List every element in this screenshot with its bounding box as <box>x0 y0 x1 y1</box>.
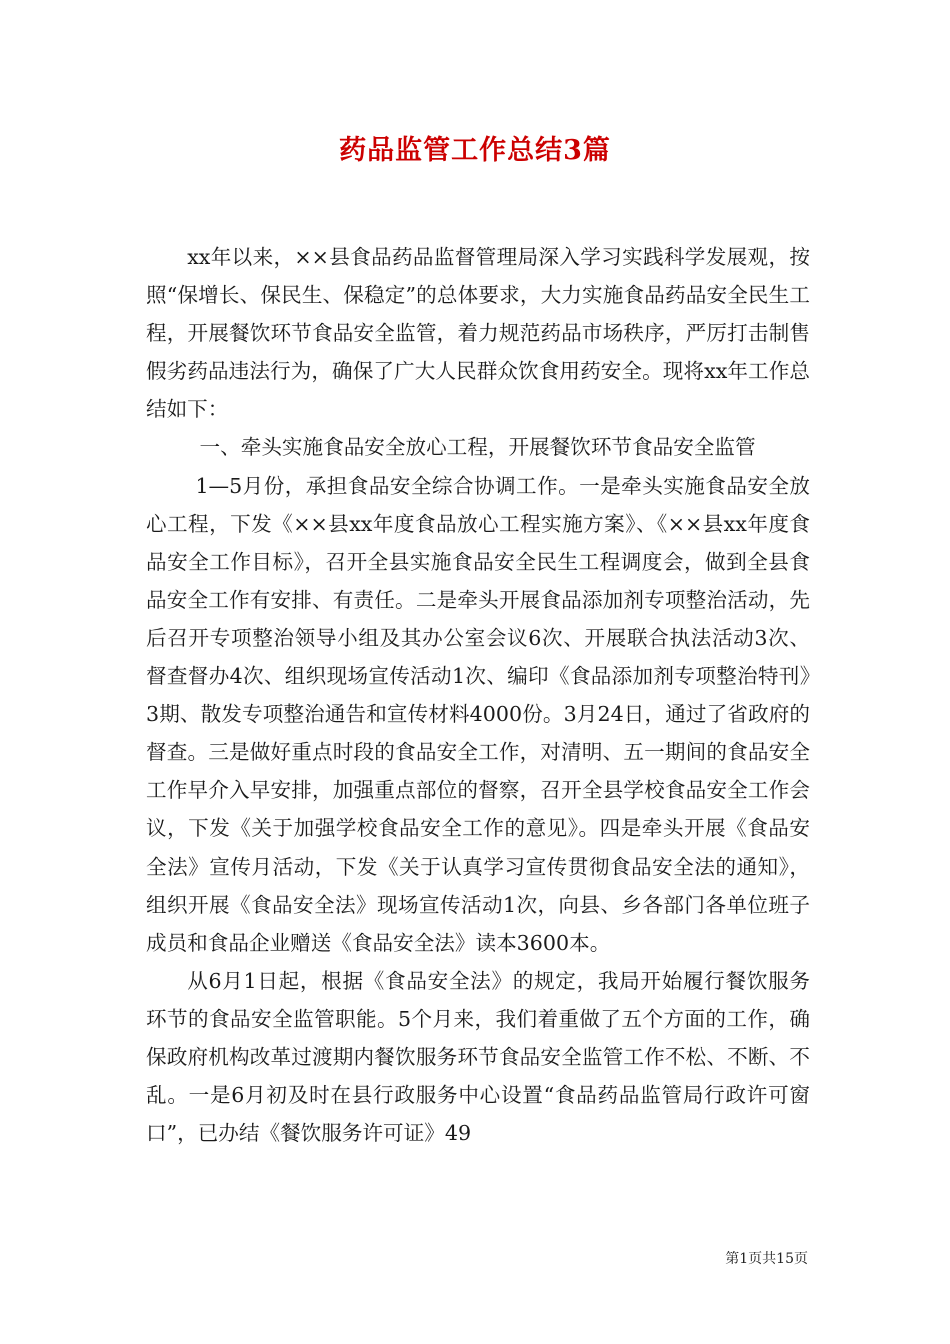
document-body <box>146 238 810 1152</box>
page-number-footer: 第1页共15页 <box>725 1251 808 1267</box>
intro-paragraph: xx年以来，××县食品药品监督管理局深入学习实践科学发展观，按照“保增长、保民生、保稳定”的总体要求，大力实施食品药品安全民生工程，开展餐饮环节食品安全监管，着力规范药品市场秩序，严厉打击制售假劣药品违法行为，确保了广大人民群众饮食用药安全。现将xx年工作总结如下： <box>146 245 810 422</box>
section-heading: 一、牵头实施食品安全放心工程，开展餐饮环节食品安全监管 <box>199 435 756 460</box>
document-title: 药品监管工作总结3篇 <box>339 135 611 166</box>
coordination-paragraph: 1—5月份，承担食品安全综合协调工作。一是牵头实施食品安全放心工程，下发《××县xx年度食品放心工程实施方案》、《××县xx年度食品安全工作目标》，召开全县实施食品安全民生工程调度会，做到全县食品安全工作有安排、有责任。二是牵头开展食品添加剂专项整治活动，先后召开专项整治领导小组及其办公室会议6次、开展联合执法活动3次、督查督办4次、组织现场宣传活动1次、编印《食品添加剂专项整治特刊》3期、散发专项整治通告和宣传材料4000份。3月24日，通过了省政府的督查。三是做好重点时段的食品安全工作，对清明、五一期间的食品安全工作早介入早安排，加强重点部位的督察，召开全县学校食品安全工作会议，下发《关于加强学校食品安全工作的意见》。四是牵头开展《食品安全法》宣传月活动，下发《关于认真学习宣传贯彻食品安全法的通知》，组织开展《食品安全法》现场宣传活动1次，向县、乡各部门各单位班子成员和食品企业赠送《食品安全法》读本3600本。 <box>146 473 810 955</box>
catering-paragraph: 从6月1日起，根据《食品安全法》的规定，我局开始履行餐饮服务环节的食品安全监管职能。5个月来，我们着重做了五个方面的工作，确保政府机构改革过渡期内餐饮服务环节食品安全监管工作不松、不断、不乱。一是6月初及时在县行政服务中心设置“食品药品监管局行政许可窗口”，已办结《餐饮服务许可证》49 <box>146 968 810 1146</box>
